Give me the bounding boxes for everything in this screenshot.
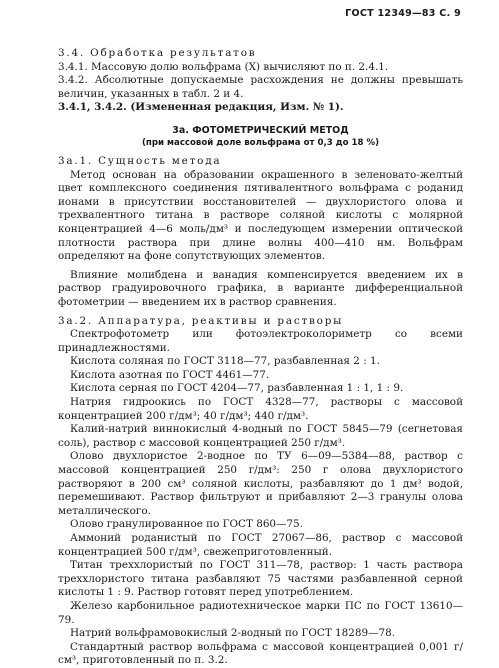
list-item: Калий-натрий виннокислый 4-водный по ГОСТ 5845—79 (сегнетовая соль), раствор с массовой концентрацией 250 г/дм³. <box>58 423 463 449</box>
list-item: Спектрофотометр или фотоэлектроколориметр со всеми принадлежностями. <box>58 328 463 354</box>
list-item: Кислота соляная по ГОСТ 3118—77, разбавленная 2 : 1. <box>70 355 380 368</box>
list-item: Кислота азотная по ГОСТ 4461—77. <box>70 368 270 381</box>
list-item: Железо карбонильное радиотехническое марки ПС по ГОСТ 13610—79. <box>58 599 463 626</box>
method-title: 3а. ФОТОМЕТРИЧЕСКИЙ МЕТОД <box>172 124 349 136</box>
paragraph-3-4-1: 3.4.1. Массовую долю вольфрама (X) вычисляют по п. 2.4.1. <box>58 60 389 73</box>
section-3-4-title: 3.4. Обработка результатов <box>58 47 257 59</box>
list-item: Олово двухлористое 2-водное по ТУ 6—09—5384—88, раствор с массовой концентрацией 250 г/дм³: 250 г олова двухлористого растворяют в 200 см³ соляной кислоты, разбавляют до 1 дм³ водой, перемешивают. Раствор фильтруют и прибавляют 2—3 гранулы олова металлического. <box>58 450 463 517</box>
section-3a-1-title: 3а.1. Сущность метода <box>58 154 222 167</box>
list-item: Стандартный раствор вольфрама с массовой концентрацией 0,001 г/см³, приготовленный по п. 3.2. <box>58 640 463 667</box>
list-item: Титан треххлористый по ГОСТ 311—78, раствор: 1 часть раствора треххлористого титана разбавляют 75 частями разбавленной серной кислоты 1 : 9. Раствор готовят перед употреблением. <box>58 559 463 599</box>
section-3a-2-title: 3а.2. Аппаратура, реактивы и растворы <box>58 314 344 327</box>
page-header: ГОСТ 12349—83 С. 9 <box>345 8 461 19</box>
list-item: Олово гранулированное по ГОСТ 860—75. <box>70 518 303 531</box>
list-item: Натрия гидроокись по ГОСТ 4328—77, растворы с массовой концентрацией 200 г/дм³; 40 г/дм³; 440 г/дм³. <box>58 396 463 422</box>
list-item: Кислота серная по ГОСТ 4204—77, разбавленная 1 : 1, 1 : 9. <box>70 382 404 395</box>
paragraph-method-basis: Метод основан на образовании окрашенного в зеленовато-желтый цвет комплексного соединения пятивалентного вольфрама с роданид ионами в присутствии восстановителей — двухлористого олова и трехвалентного титана в растворе соляной кислоты с молярной концентрацией 4—6 моль/дм³ и последующем измерении оптической плотности раствора при длине волны 400—410 нм. Вольфрам определяют на фоне сопутствующих элементов. <box>58 168 463 263</box>
list-item: Натрий вольфрамовокислый 2-водный по ГОСТ 18289—78. <box>70 627 396 640</box>
list-item: Аммоний роданистый по ГОСТ 27067—86, раствор с массовой концентрацией 500 г/дм³, свежеприготовленный. <box>58 532 463 558</box>
paragraph-amendment: 3.4.1, 3.4.2. (Измененная редакция, Изм. № 1). <box>58 101 344 114</box>
method-subtitle: (при массовой доле вольфрама от 0,3 до 18 %) <box>141 137 380 148</box>
page-content <box>58 47 463 668</box>
paragraph-3-4-2: 3.4.2. Абсолютные допускаемые расхождения не должны превышать величин, указанных в табл. 2 и 4. <box>58 74 463 100</box>
paragraph-interference: Влияние молибдена и ванадия компенсируется введением их в раствор градуировочного графика, в варианте дифференциальной фотометрии — введением их в раствор сравнения. <box>58 268 463 308</box>
